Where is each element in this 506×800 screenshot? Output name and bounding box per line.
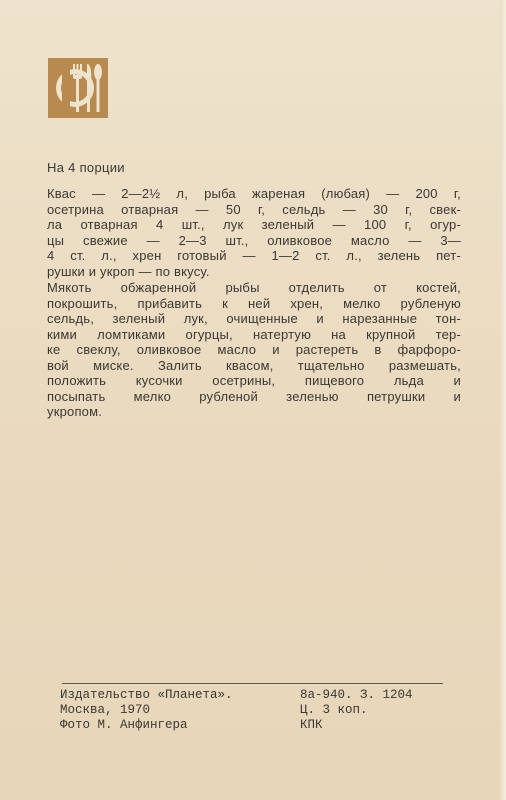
ingredients-line: осетрина отварная — 50 г, сельдь — 30 г, свек- [47, 201, 461, 217]
card-edge [500, 0, 506, 800]
method-line: покрошить, прибавить к ней хрен, мелко рубленую [47, 295, 461, 311]
publication-place-year: Москва, 1970 [60, 703, 151, 717]
method-line: кими ломтиками огурцы, натертую на крупной тер- [47, 326, 461, 342]
ingredients-line: ла отварная 4 шт., лук зеленый — 100 г, огур- [47, 217, 461, 232]
method-line: положить кусочки осетрины, пищевого льда и [47, 373, 461, 388]
plate-fork-knife-spoon-logo [48, 58, 108, 118]
method-paragraph [47, 280, 461, 420]
ingredients-line: рушки и укроп — по вкусу. [47, 263, 210, 279]
portion-label: На 4 порции [47, 160, 125, 175]
method-line: вой миске. Залить квасом, тщательно размешать, [47, 357, 461, 373]
ingredients-paragraph [47, 186, 461, 279]
printer-code: КПК [300, 718, 323, 732]
method-line: посыпать мелко рубленой зеленью петрушки и [47, 388, 461, 404]
price-label: Ц. 3 коп. [300, 703, 368, 717]
publisher-imprint [60, 688, 233, 733]
catalog-code: 8а-940. З. 1204 [300, 688, 413, 702]
publisher-name: Издательство «Планета». [60, 688, 233, 702]
method-line: ке свеклу, оливковое масло и растереть в фарфоро- [47, 342, 461, 357]
footer-divider [62, 683, 443, 684]
method-line: сельдь, зеленый лук, очищенные и нарезанные тон- [47, 311, 461, 326]
method-line: Мякоть обжаренной рыбы отделить от костей, [47, 280, 461, 295]
photo-credit: Фото М. Анфингера [60, 718, 188, 732]
ingredients-line: цы свежие — 2—3 шт., оливковое масло — 3— [47, 232, 461, 248]
ingredients-line: Квас — 2—2½ л, рыба жареная (любая) — 200 г, [47, 186, 461, 201]
ingredients-line: 4 ст. л., хрен готовый — 1—2 ст. л., зелень пет- [47, 248, 461, 263]
method-line: укропом. [47, 404, 103, 419]
print-codes [300, 688, 413, 733]
